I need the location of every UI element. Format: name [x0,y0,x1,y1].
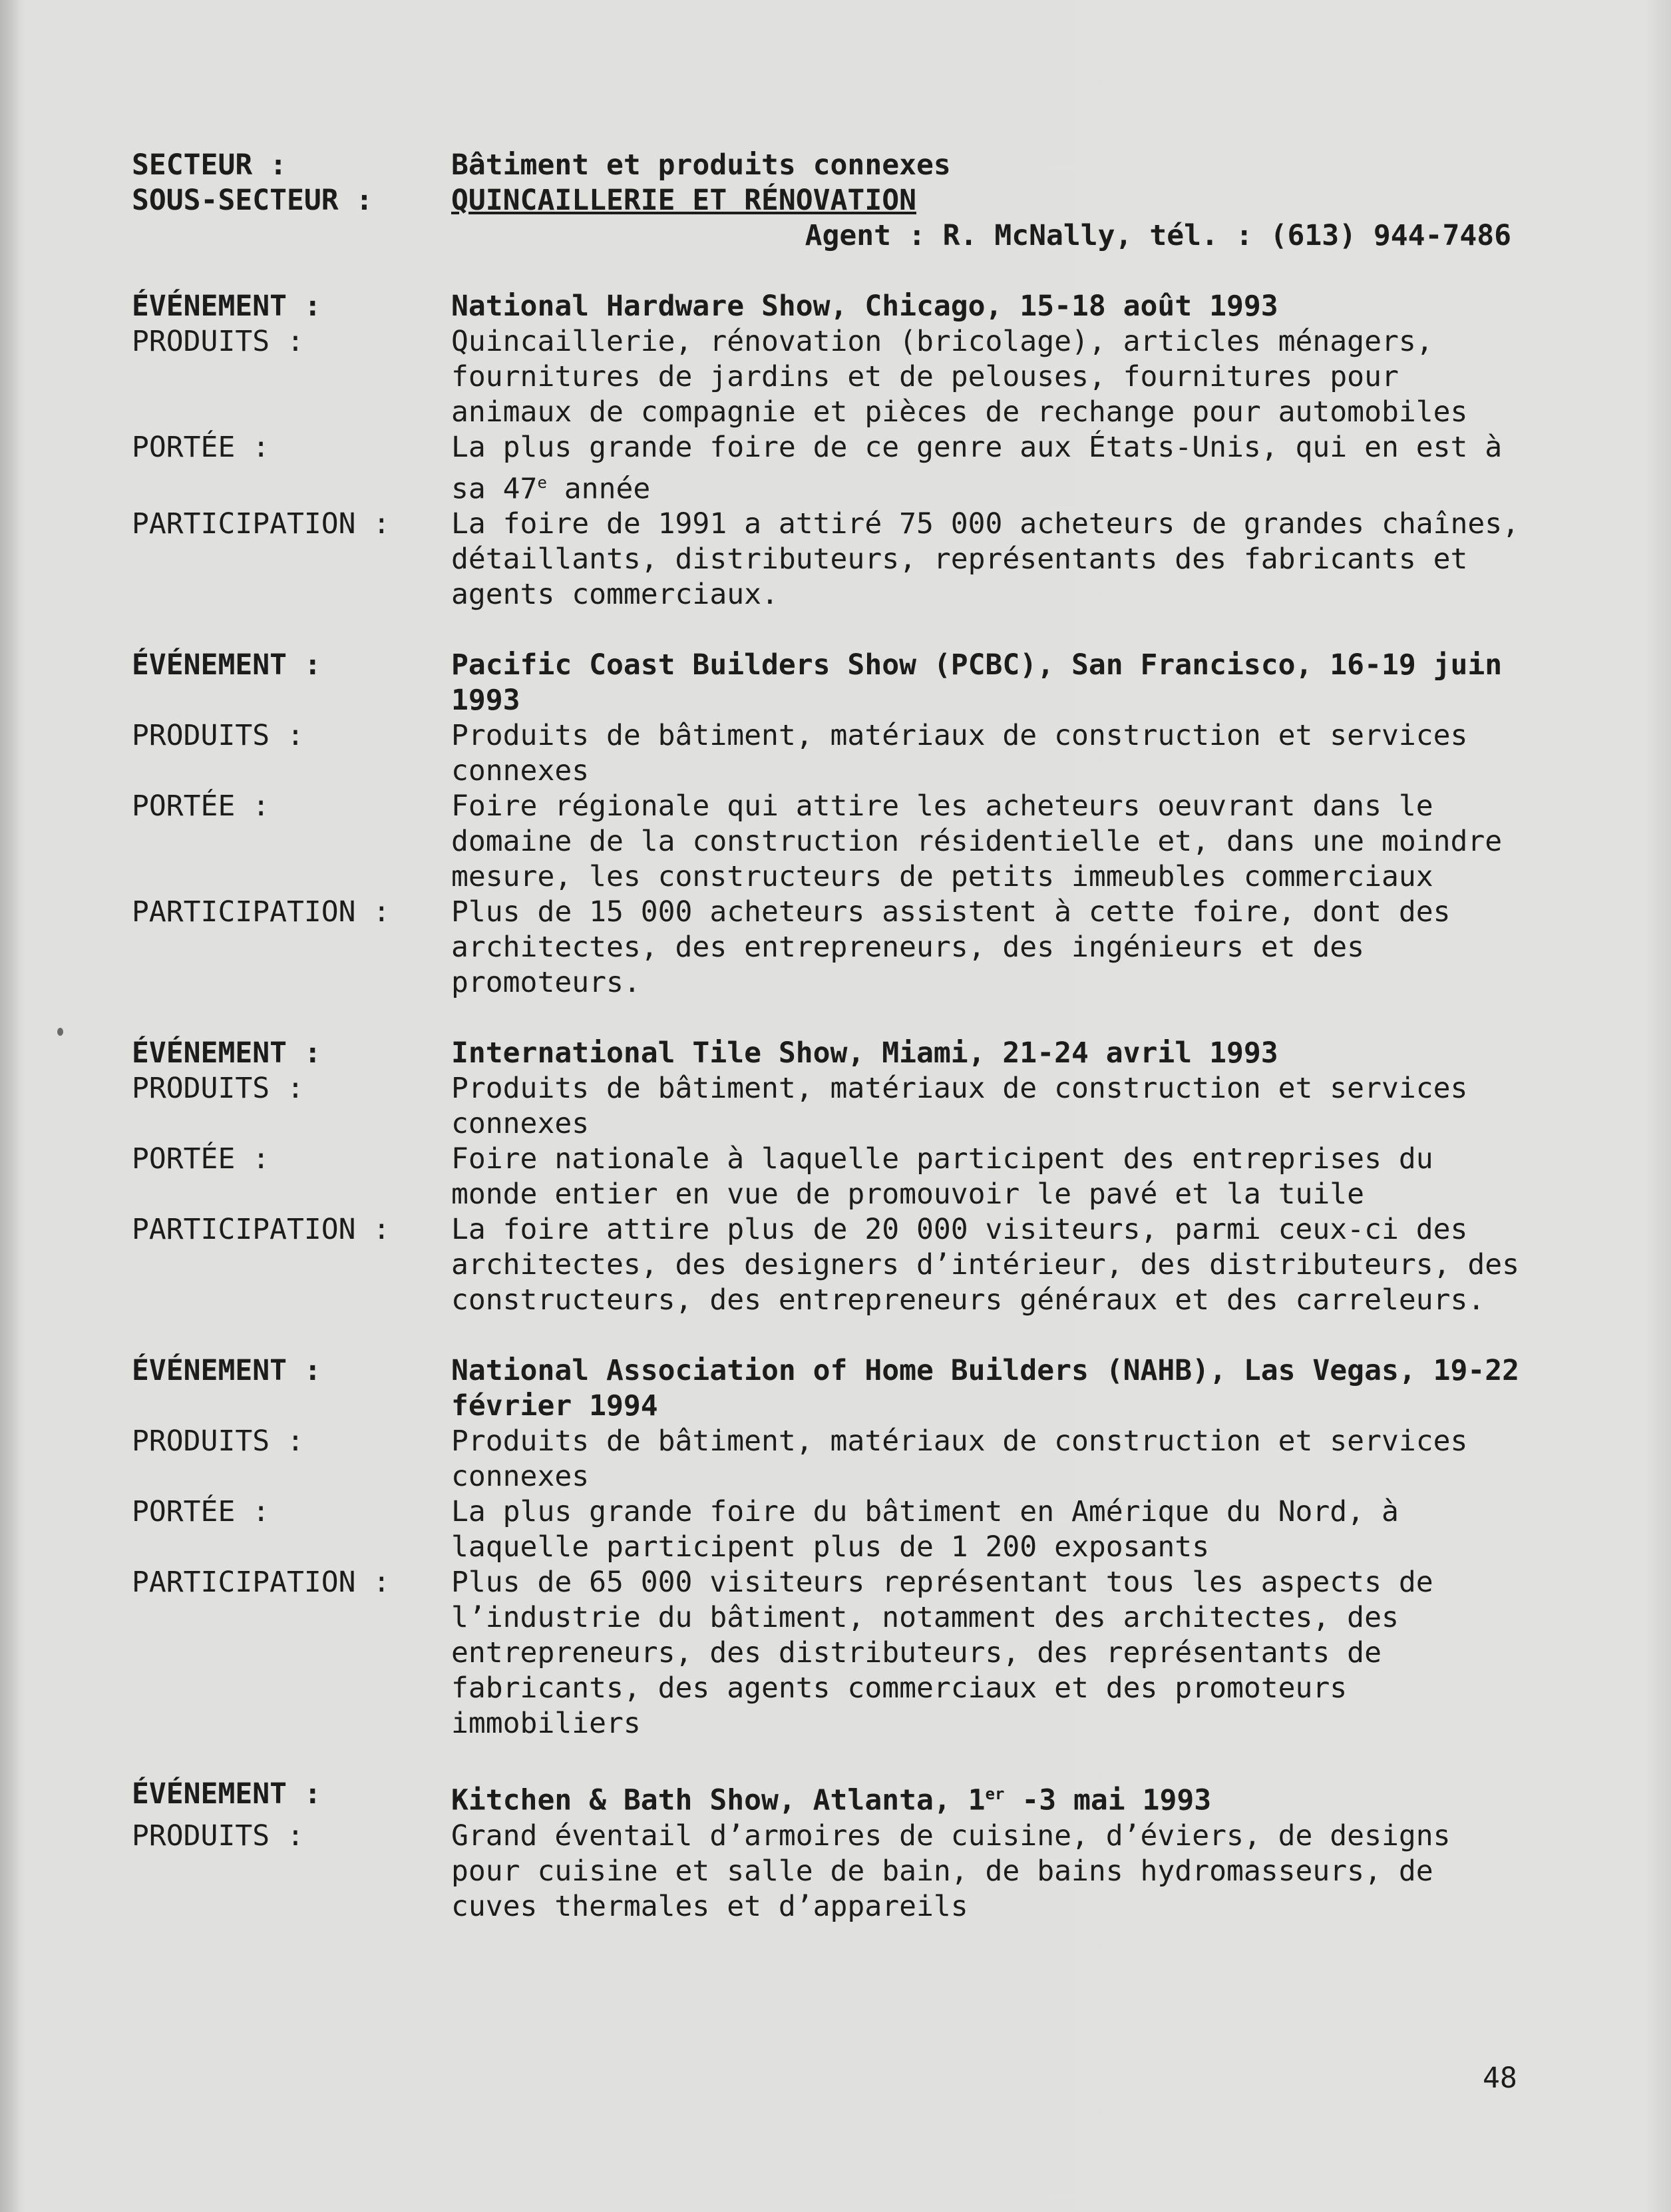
event-block [132,1353,1523,1741]
event-title-post: -3 mai 1993 [1004,1783,1212,1817]
event-participation: Plus de 65 000 visiteurs représentant tous les aspects de l’industrie du bâtiment, notamment des architectes, des entrepreneurs, des distributeurs, des représentants de fabricants, des agents commerciaux et des promoteurs immobiliers [451,1566,1433,1741]
event-label: ÉVÉNEMENT : [132,648,321,682]
participation-label: PARTICIPATION : [132,507,391,541]
event-block [132,289,1523,612]
event-title: International Tile Show, Miami, 21-24 avril 1993 [451,1036,1278,1070]
products-label: PRODUITS : [132,325,304,358]
event-title-pre: Kitchen & Bath Show, Atlanta, 1 [451,1783,986,1817]
scope-label: PORTÉE : [132,1495,270,1529]
event-products: Produits de bâtiment, matériaux de construction et services connexes [451,1425,1468,1494]
event-title-sup: er [985,1785,1005,1804]
event-label: ÉVÉNEMENT : [132,290,321,323]
event-scope-tail: année [546,472,651,506]
event-participation: La foire attire plus de 20 000 visiteurs, parmi ceux-ci des architectes, des designers d’intérieur, des distributeurs, des constructeurs, des entrepreneurs généraux et des carreleurs. [451,1213,1520,1317]
products-label: PRODUITS : [132,1819,304,1853]
event-label: ÉVÉNEMENT : [132,1036,321,1070]
event-block [132,648,1523,1000]
page-number: 48 [1483,2062,1517,2095]
event-scope: La plus grande foire du bâtiment en Amérique du Nord, à laquelle participent plus de 1 200 exposants [451,1495,1399,1564]
event-participation: La foire de 1991 a attiré 75 000 acheteurs de grandes chaînes, détaillants, distributeurs, représentants des fabricants et agents commerciaux. [451,507,1520,612]
event-label: ÉVÉNEMENT : [132,1354,321,1388]
products-label: PRODUITS : [132,1425,304,1458]
scan-speck [57,1028,63,1036]
event-title [451,1777,1523,1818]
event-title: National Hardware Show, Chicago, 15-18 août 1993 [451,290,1278,323]
document-body [132,148,1523,1924]
event-block [132,1036,1523,1318]
event-block [132,1777,1523,1924]
sector-row [132,148,1523,183]
event-scope-main: La plus grande foire de ce genre aux États-Unis, qui en est à sa 47 [451,431,1503,506]
event-label: ÉVÉNEMENT : [132,1777,321,1811]
event-participation: Plus de 15 000 acheteurs assistent à cette foire, dont des architectes, des entrepreneurs, des ingénieurs et des promoteurs. [451,895,1451,1000]
participation-label: PARTICIPATION : [132,1213,391,1247]
scope-label: PORTÉE : [132,1142,270,1176]
event-products: Produits de bâtiment, matériaux de construction et services connexes [451,1072,1468,1141]
sub-sector-label: SOUS-SECTEUR : [132,184,373,217]
sector-value: Bâtiment et produits connexes [451,148,951,182]
participation-label: PARTICIPATION : [132,1566,391,1600]
event-products: Quincaillerie, rénovation (bricolage), articles ménagers, fournitures de jardins et de pelouses, fournitures pour animaux de compagnie et pièces de rechange pour automobiles [451,325,1468,429]
products-label: PRODUITS : [132,1072,304,1106]
event-scope: Foire régionale qui attire les acheteurs oeuvrant dans le domaine de la construction résidentielle et, dans une moindre mesure, les constructeurs de petits immeubles commerciaux [451,789,1503,894]
page-edge-shadow [0,0,20,2212]
event-products: Produits de bâtiment, matériaux de construction et services connexes [451,719,1468,788]
sub-sector-value: QUINCAILLERIE ET RÉNOVATION [451,184,916,217]
event-scope-sup: e [537,473,547,492]
event-products: Grand éventail d’armoires de cuisine, d’éviers, de designs pour cuisine et salle de bain, de bains hydromasseurs, de cuves thermales et d’appareils [451,1819,1451,1923]
participation-label: PARTICIPATION : [132,895,391,929]
sub-sector-row [132,183,1523,218]
event-scope [451,430,1523,507]
event-title: National Association of Home Builders (NAHB), Las Vegas, 19-22 février 1994 [451,1354,1520,1423]
sector-label: SECTEUR : [132,148,287,182]
scope-label: PORTÉE : [132,431,270,464]
event-title: Pacific Coast Builders Show (PCBC), San Francisco, 16-19 juin 1993 [451,648,1503,718]
agent-contact: Agent : R. McNally, tél. : (613) 944-7486 [805,219,1511,252]
products-label: PRODUITS : [132,719,304,753]
event-scope: Foire nationale à laquelle participent des entreprises du monde entier en vue de promouvoir le pavé et la tuile [451,1142,1433,1212]
scope-label: PORTÉE : [132,789,270,823]
